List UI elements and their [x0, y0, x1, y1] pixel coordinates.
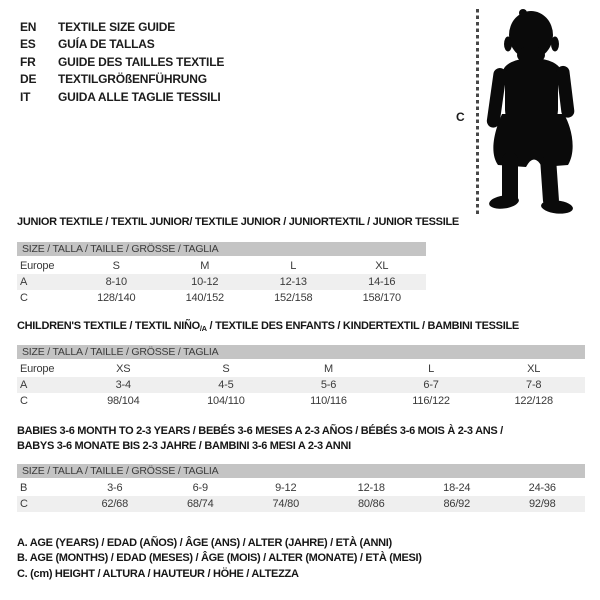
size-value-cell: 18-24 — [443, 482, 471, 494]
table-row — [17, 258, 426, 274]
size-value-cell: 14-16 — [338, 274, 427, 290]
size-value-cell: 74/80 — [243, 496, 329, 512]
size-value-cell: 98/104 — [107, 395, 140, 407]
row-label-cell: Europe — [20, 260, 55, 272]
size-value-cell: 110/116 — [310, 395, 347, 407]
language-title: GUIDA ALLE TAGLIE TESSILI — [58, 89, 221, 104]
size-value-cell: 116/122 — [412, 395, 450, 407]
size-header-bar: SIZE / TALLA / TAILLE / GRÖSSE / TAGLIA — [17, 464, 585, 478]
table-row — [17, 480, 585, 496]
size-value-cell: S — [222, 363, 230, 375]
language-row — [20, 71, 224, 89]
table-row — [17, 274, 426, 290]
size-value-cell: 6-7 — [380, 377, 483, 393]
table-row — [17, 377, 585, 393]
size-value-cell: L — [290, 260, 297, 272]
row-label-cell: C — [20, 395, 28, 407]
row-label-cell: A — [17, 274, 72, 290]
size-value-cell: 128/140 — [97, 292, 136, 304]
junior-size-table — [17, 258, 426, 306]
children-title-post: / TEXTILE DES ENFANTS / KINDERTEXTIL / BAMBINI TESSILE — [206, 320, 519, 332]
size-value-cell: 6-9 — [192, 482, 208, 494]
language-row — [20, 53, 224, 71]
size-value-cell: 5-6 — [277, 377, 380, 393]
size-value-cell: 4-5 — [175, 377, 278, 393]
size-value-cell: 10-12 — [161, 274, 250, 290]
language-code: IT — [20, 89, 31, 104]
language-code: DE — [20, 72, 37, 87]
language-code: EN — [20, 19, 37, 34]
language-row — [20, 36, 224, 54]
size-value-cell: L — [428, 363, 435, 375]
language-title: GUÍA DE TALLAS — [58, 37, 155, 52]
size-value-cell: M — [324, 363, 333, 375]
row-label-cell: Europe — [20, 363, 55, 375]
note-a: A. AGE (YEARS) / EDAD (AÑOS) / ÂGE (ANS) / ALTER (JAHRE) / ETÀ (ANNI) — [17, 537, 392, 549]
size-value-cell: 8-10 — [72, 274, 161, 290]
junior-section-title: JUNIOR TEXTILE / TEXTIL JUNIOR/ TEXTILE JUNIOR / JUNIORTEXTIL / JUNIOR TESSILE — [17, 216, 459, 228]
size-value-cell: M — [200, 260, 210, 272]
size-value-cell: 68/74 — [158, 496, 244, 512]
row-label-cell: B — [20, 482, 28, 494]
size-value-cell: XL — [375, 260, 389, 272]
size-value-cell: 24-36 — [528, 482, 556, 494]
language-code: FR — [20, 54, 36, 69]
table-row — [17, 393, 585, 409]
children-title-sub: /A — [199, 324, 207, 333]
children-size-table — [17, 361, 585, 409]
babies-size-table — [17, 480, 585, 512]
dashed-measure-line — [476, 9, 479, 215]
size-header-bar: SIZE / TALLA / TAILLE / GRÖSSE / TAGLIA — [17, 242, 426, 256]
size-value-cell: S — [112, 260, 120, 272]
babies-title-line2: BABYS 3-6 MONATE BIS 2-3 JAHRE / BAMBINI 3-6 MESI A 2-3 ANNI — [17, 440, 351, 452]
table-row — [17, 290, 426, 306]
size-value-cell: 12-13 — [249, 274, 338, 290]
size-value-cell: 7-8 — [482, 377, 585, 393]
size-header-bar: SIZE / TALLA / TAILLE / GRÖSSE / TAGLIA — [17, 345, 585, 359]
size-value-cell: 158/170 — [362, 292, 401, 304]
language-title: GUIDE DES TAILLES TEXTILE — [58, 54, 225, 69]
size-value-cell: 3-6 — [107, 482, 123, 494]
language-row — [20, 88, 224, 106]
size-value-cell: 3-4 — [72, 377, 175, 393]
children-section-title — [17, 320, 519, 333]
size-value-cell: 86/92 — [414, 496, 500, 512]
size-value-cell: XS — [116, 363, 131, 375]
table-row — [17, 496, 585, 512]
footnotes — [17, 536, 422, 582]
babies-section-title — [17, 424, 503, 454]
size-value-cell: XL — [527, 363, 541, 375]
language-row — [20, 18, 224, 36]
size-value-cell: 62/68 — [72, 496, 158, 512]
baby-silhouette-icon — [484, 6, 580, 214]
language-code: ES — [20, 37, 36, 52]
row-label-cell: A — [17, 377, 72, 393]
note-b: B. AGE (MONTHS) / EDAD (MESES) / ÂGE (MOIS) / ALTER (MONATE) / ETÀ (MESI) — [17, 552, 422, 565]
language-title: TEXTILGRÖßENFÜHRUNG — [58, 72, 207, 87]
size-value-cell: 152/158 — [274, 292, 313, 304]
language-title: TEXTILE SIZE GUIDE — [58, 19, 176, 34]
table-row — [17, 361, 585, 377]
language-list — [20, 18, 224, 106]
row-label-cell: C — [20, 292, 28, 304]
size-value-cell: 80/86 — [329, 496, 415, 512]
size-value-cell: 122/128 — [514, 395, 553, 407]
size-value-cell: 12-18 — [357, 482, 385, 494]
size-value-cell: 140/152 — [185, 292, 224, 304]
size-value-cell: 92/98 — [500, 496, 586, 512]
note-c: C. (cm) HEIGHT / ALTURA / HAUTEUR / HÖHE / ALTEZZA — [17, 567, 299, 580]
children-title-pre: CHILDREN'S TEXTILE / TEXTIL NIÑO — [17, 320, 200, 332]
row-label-cell: C — [17, 496, 72, 512]
babies-title-line1: BABIES 3-6 MONTH TO 2-3 YEARS / BEBÉS 3-6 MESES A 2-3 AÑOS / BÉBÉS 3-6 MOIS À 2-3 ANS / — [17, 425, 503, 437]
height-label-c: C — [456, 110, 465, 124]
size-value-cell: 104/110 — [207, 395, 245, 407]
size-value-cell: 9-12 — [275, 482, 297, 494]
